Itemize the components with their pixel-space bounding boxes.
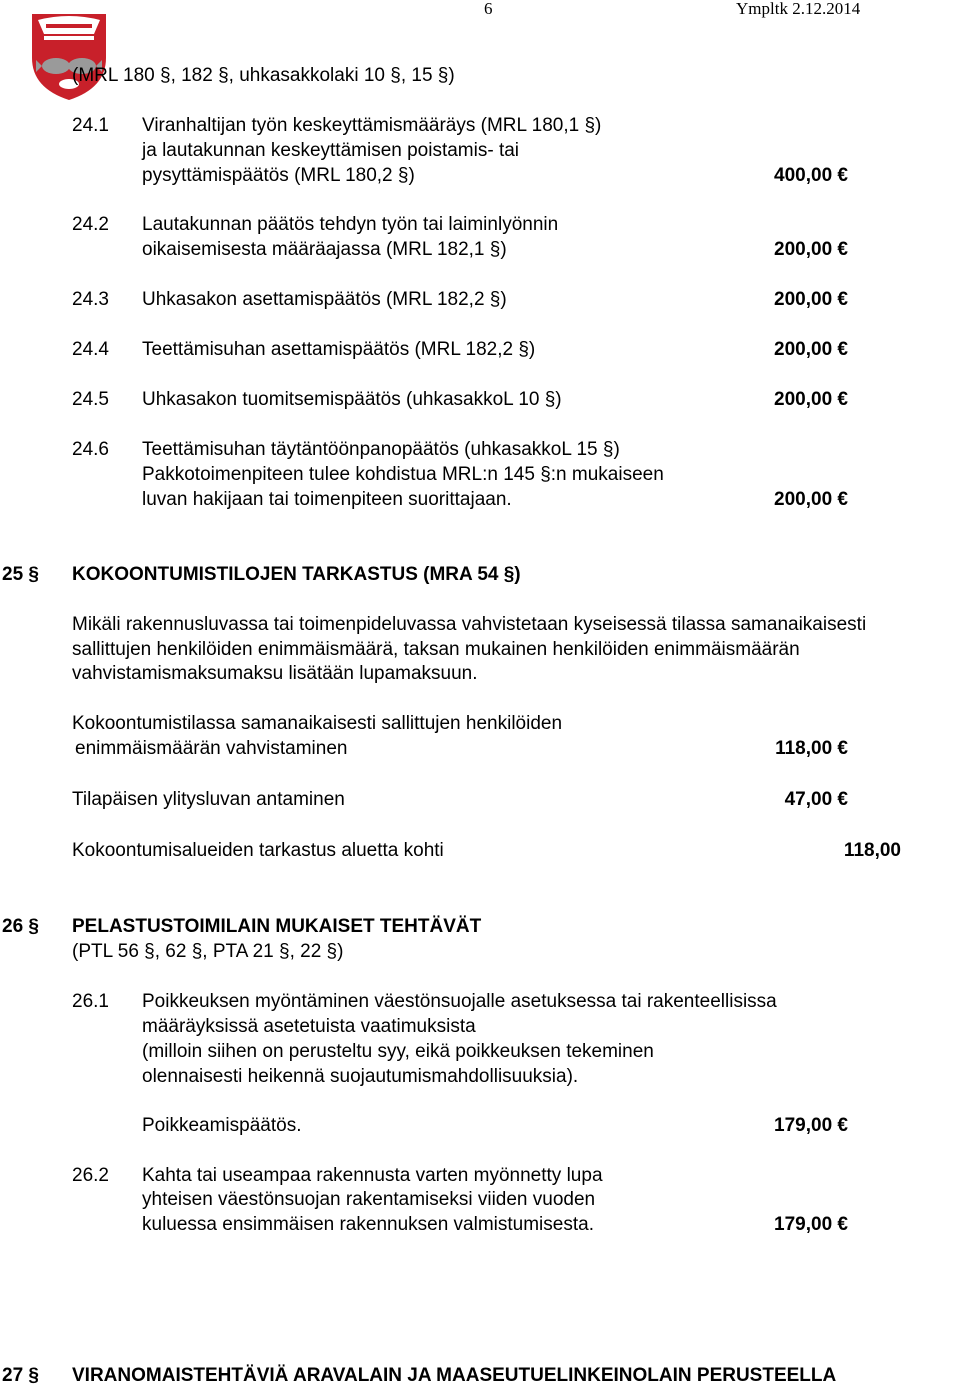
fee-temporary-permit: Tilapäisen ylitysluvan antaminen xyxy=(72,789,345,810)
coat-of-arms-icon xyxy=(28,10,110,102)
item-26-2-amount: 179,00 € xyxy=(774,1214,848,1235)
item-24-4-number: 24.4 xyxy=(72,339,109,360)
item-24-3-number: 24.3 xyxy=(72,289,109,310)
fee-area-inspection-amount: 118,00 xyxy=(843,840,901,861)
item-26-1-fee-label: Poikkeamispäätös. xyxy=(142,1115,302,1136)
item-24-5-line-1: Uhkasakon tuomitsemispäätös (uhkasakkoL 10 §) xyxy=(142,389,562,410)
fee-capacity-line-1: Kokoontumistilassa samanaikaisesti sallittujen henkilöiden xyxy=(72,713,563,734)
item-24-1-number: 24.1 xyxy=(72,115,109,136)
fee-capacity-amount: 118,00 € xyxy=(775,738,848,759)
item-26-2-number: 26.2 xyxy=(72,1165,109,1186)
item-26-1-line-2: määräyksissä asetetuista vaatimuksista xyxy=(142,1016,476,1037)
item-24-5-amount: 200,00 € xyxy=(774,389,848,410)
section-25-paragraph-line-3: vahvistamismaksumaksu lisätään lupamaksuun. xyxy=(72,663,478,684)
item-24-1-line-1: Viranhaltijan työn keskeyttämismääräys (MRL 180,1 §) xyxy=(142,115,602,136)
item-24-2-line-1: Lautakunnan päätös tehdyn työn tai laiminlyönnin xyxy=(142,214,559,235)
item-24-6-line-3: luvan hakijaan tai toimenpiteen suorittajaan. xyxy=(142,489,512,510)
section-26-number: 26 § xyxy=(2,916,39,937)
fee-capacity-line-2: enimmäismäärän vahvistaminen xyxy=(75,738,348,759)
item-26-1-line-4: olennaisesti heikennä suojautumismahdollisuuksia). xyxy=(142,1066,579,1087)
item-24-2-line-2: oikaisemisesta määräajassa (MRL 182,1 §) xyxy=(142,239,507,260)
fee-temporary-permit-amount: 47,00 € xyxy=(784,789,848,810)
item-24-1-amount: 400,00 € xyxy=(774,165,848,186)
item-24-2-amount: 200,00 € xyxy=(774,239,848,260)
section-27-number: 27 § xyxy=(2,1365,39,1386)
item-24-2-number: 24.2 xyxy=(72,214,109,235)
document-date: Ympltk 2.12.2014 xyxy=(736,0,861,18)
item-26-2-line-1: Kahta tai useampaa rakennusta varten myönnetty lupa xyxy=(142,1165,603,1186)
item-26-2-line-2: yhteisen väestönsuojan rakentamiseksi viiden vuoden xyxy=(142,1189,596,1210)
fee-area-inspection: Kokoontumisalueiden tarkastus aluetta kohti xyxy=(72,840,444,861)
item-24-1-line-3: pysyttämispäätös (MRL 180,2 §) xyxy=(142,165,415,186)
item-24-3-amount: 200,00 € xyxy=(774,289,848,310)
item-26-1-number: 26.1 xyxy=(72,991,109,1012)
item-24-5-number: 24.5 xyxy=(72,389,109,410)
section-25-paragraph-line-1: Mikäli rakennusluvassa tai toimenpideluvassa vahvistetaan kyseisessä tilassa samanaikaisesti xyxy=(72,614,867,635)
section-26-title: PELASTUSTOIMILAIN MUKAISET TEHTÄVÄT xyxy=(72,916,482,937)
item-24-3-line-1: Uhkasakon asettamispäätös (MRL 182,2 §) xyxy=(142,289,507,310)
item-24-6-number: 24.6 xyxy=(72,439,109,460)
item-24-6-line-1: Teettämisuhan täytäntöönpanopäätös (uhkasakkoL 15 §) xyxy=(142,439,620,460)
item-26-2-line-3: kuluessa ensimmäisen rakennuksen valmistumisesta. xyxy=(142,1214,594,1235)
item-24-6-line-2: Pakkotoimenpiteen tulee kohdistua MRL:n 145 §:n mukaiseen xyxy=(142,464,664,485)
item-26-1-amount: 179,00 € xyxy=(774,1115,848,1136)
section-26-reference: (PTL 56 §, 62 §, PTA 21 §, 22 §) xyxy=(72,941,344,962)
section-24-reference: (MRL 180 §, 182 §, uhkasakkolaki 10 §, 15 §) xyxy=(72,65,455,86)
section-27-title: VIRANOMAISTEHTÄVIÄ ARAVALAIN JA MAASEUTUELINKEINOLAIN PERUSTEELLA xyxy=(72,1365,837,1386)
item-24-1-line-2: ja lautakunnan keskeyttämisen poistamis- tai xyxy=(142,140,520,161)
item-24-4-line-1: Teettämisuhan asettamispäätös (MRL 182,2 §) xyxy=(142,339,536,360)
item-26-1-line-1: Poikkeuksen myöntäminen väestönsuojalle asetuksessa tai rakenteellisissa xyxy=(142,991,777,1012)
section-25-number: 25 § xyxy=(2,564,39,585)
item-24-4-amount: 200,00 € xyxy=(774,339,848,360)
page-number: 6 xyxy=(484,0,493,18)
section-25-title: KOKOONTUMISTILOJEN TARKASTUS (MRA 54 §) xyxy=(72,564,521,585)
item-26-1-line-3: (milloin siihen on perusteltu syy, eikä poikkeuksen tekeminen xyxy=(142,1041,654,1062)
section-25-paragraph-line-2: sallittujen henkilöiden enimmäismäärä, taksan mukainen henkilöiden enimmäismäärän xyxy=(72,639,800,660)
item-24-6-amount: 200,00 € xyxy=(774,489,848,510)
